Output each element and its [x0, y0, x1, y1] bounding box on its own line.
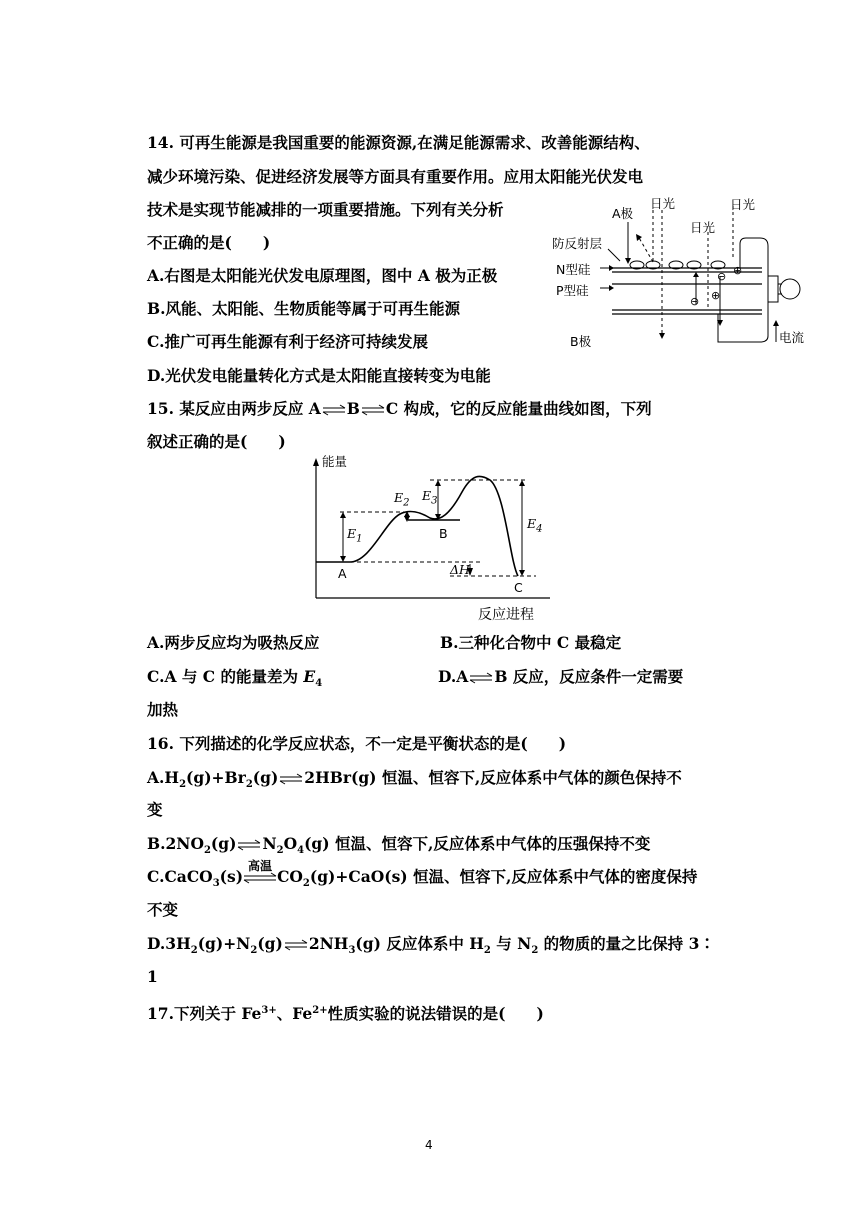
- q16-option-d-cont: 1: [147, 967, 158, 986]
- q17-line-1: 17.下列关于 $Fe^{3+}$、$Fe^{2+}$性质实验的说法错误的是( ): [147, 1004, 544, 1024]
- sunlight-label-2: 日光: [690, 220, 716, 235]
- point-c-label: C: [514, 580, 523, 595]
- plus-charge-1: ⊕: [733, 264, 743, 277]
- e4-label: $E_4$: [527, 516, 543, 535]
- equilibrium-arrow-icon: [284, 939, 308, 951]
- equilibrium-arrow-icon: [237, 839, 261, 851]
- e3-label: $E_3$: [422, 488, 438, 507]
- plus-charge-2: ⊕: [711, 289, 721, 302]
- high-temperature-arrow: 高温: [243, 871, 277, 885]
- q14-option-d: D.光伏发电能量转化方式是太阳能直接转变为电能: [147, 366, 491, 385]
- q16-option-a: $A.H_2(g)+Br_2(g)$ 2HBr(g) 恒温、恒容下,反应体系中气体的颜色保持不: [147, 768, 682, 791]
- e1-label: $E_1$: [347, 526, 363, 545]
- point-a-label: A: [338, 566, 347, 581]
- energy-diagram: [300, 452, 560, 632]
- energy-axis-label: 能量: [322, 454, 348, 469]
- anti-reflection-label: 防反射层: [552, 236, 603, 251]
- equilibrium-arrow-icon: [469, 672, 493, 684]
- q15-text-c: C 构成，它的反应能量曲线如图，下列: [385, 399, 652, 418]
- q15-option-b: B.三种化合物中 C 最稳定: [440, 633, 622, 652]
- q14-option-b: B.风能、太阳能、生物质能等属于可再生能源: [147, 299, 460, 318]
- a-pole-label: A极: [612, 206, 634, 221]
- q15-line-2: 叙述正确的是( ): [147, 432, 286, 451]
- minus-charge-2: ⊖: [690, 295, 700, 308]
- q16-option-b: $B.2NO_2(g)$ $N_2O_4(g)$ 恒温、恒容下,反应体系中气体的压强保持不变: [147, 834, 651, 857]
- q15-option-d-cont: 加热: [147, 700, 179, 719]
- progress-axis-label: 反应进程: [478, 607, 534, 623]
- q14-option-a: A.右图是太阳能光伏发电原理图，图中 A 极为正极: [147, 266, 498, 285]
- page-number: 4: [425, 1138, 433, 1152]
- q15-text-b: B: [346, 399, 360, 418]
- q16-option-c-cont: 不变: [147, 900, 179, 919]
- n-silicon-label: N型硅: [556, 262, 591, 277]
- e2-label: $E_2$: [394, 490, 410, 509]
- q15-text-a: 15. 某反应由两步反应 A: [147, 399, 321, 418]
- q14-line-3: 技术是实现节能减排的一项重要措施。下列有关分析: [147, 200, 504, 219]
- q16-option-d: $D.3H_2(g)+N_2(g)$ $2NH_3(g)$ 反应体系中 $H_2$ 与 $N_2$ 的物质的量之比保持 3∶: [147, 934, 715, 957]
- q15-option-a: A.两步反应均为吸热反应: [147, 633, 320, 652]
- sunlight-label-1: 日光: [650, 196, 676, 211]
- point-b-label: B: [439, 526, 448, 541]
- q16-option-a-cont: 变: [147, 800, 163, 819]
- q15-option-d: D.A B 反应，反应条件一定需要: [438, 667, 684, 686]
- equilibrium-arrow-icon: [279, 773, 303, 785]
- current-label: 电流: [779, 330, 805, 345]
- q14-option-c: C.推广可再生能源有利于经济可持续发展: [147, 332, 428, 351]
- solar-cell-diagram: [550, 192, 820, 352]
- q15-option-c: C.A 与 C 的能量差为 $E_4$: [147, 667, 323, 690]
- q16-option-c: C.CaCO$_3$(s) 高温 $CO_2(g)+CaO(s)$ 恒温、恒容下,反应体系中气体的密度保持: [147, 859, 698, 890]
- equilibrium-arrow-icon: [361, 404, 385, 416]
- minus-charge-1: ⊖: [717, 270, 727, 283]
- b-pole-label: B极: [570, 334, 592, 349]
- q14-line-2: 减少环境污染、促进经济发展等方面具有重要作用。应用太阳能光伏发电: [147, 167, 644, 186]
- delta-h-label: ΔH: [450, 562, 470, 577]
- p-silicon-label: P型硅: [556, 283, 589, 298]
- q14-line-4: 不正确的是( ): [147, 233, 271, 252]
- sunlight-label-3: 日光: [730, 197, 756, 212]
- q15-line-1: [147, 399, 652, 419]
- q14-line-1: 14. 可再生能源是我国重要的能源资源,在满足能源需求、改善能源结构、: [147, 133, 650, 152]
- equilibrium-arrow-icon: [322, 404, 346, 416]
- q16-line-1: 16. 下列描述的化学反应状态，不一定是平衡状态的是( ): [147, 734, 567, 753]
